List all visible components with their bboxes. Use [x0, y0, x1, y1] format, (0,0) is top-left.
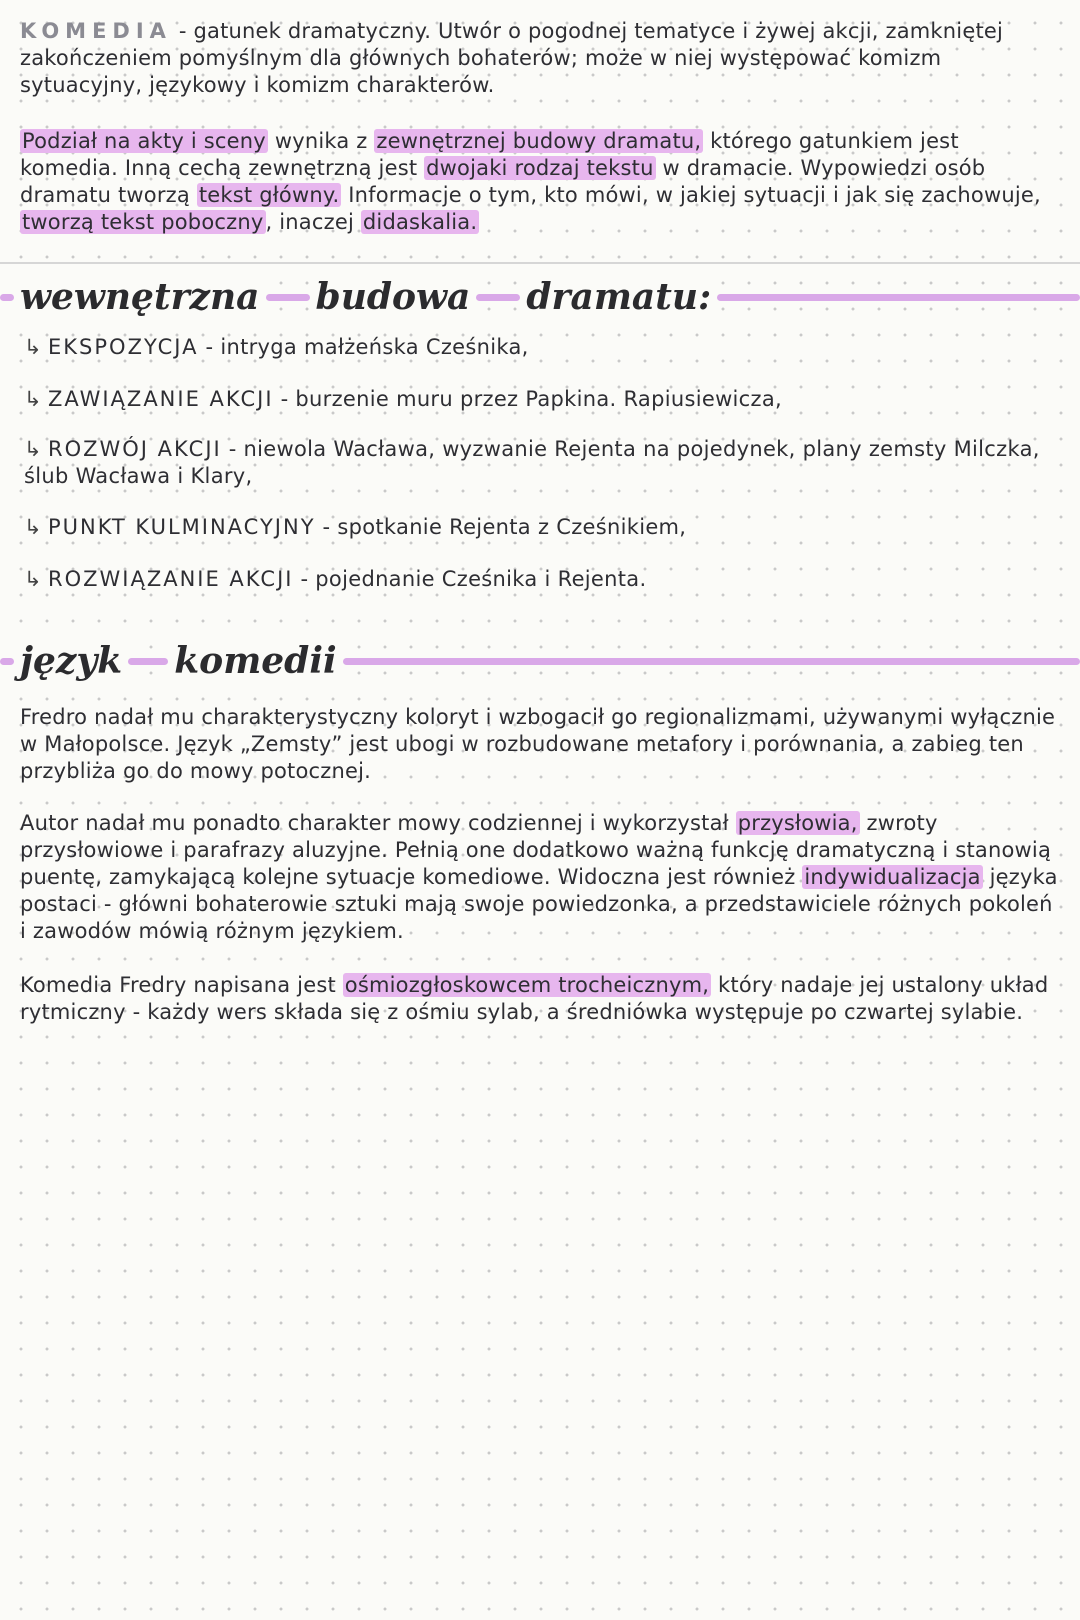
heading-line-left — [0, 294, 14, 301]
lang-p3-text-2: który nadaje jej ustalony układ rytmiczny - każdy wers składa się z ośmiu sylab, a średniówka występuje po czwartej sylabie. — [20, 973, 1049, 1024]
arrow-icon: ↳ — [24, 335, 42, 359]
list-term: ROZWÓJ AKCJI — [48, 437, 222, 461]
list-term: ROZWIĄZANIE AKCJI — [48, 567, 294, 591]
arrow-icon: ↳ — [24, 515, 42, 539]
lang-p2-text-2: zwroty przysłowiowe i parafrazy aluzyjne. Pełnią one dodatkowo ważną funkcję dramatyczną i stanowią puentę, zamykającą kolejne sytuacje komediowe. Widoczna jest również — [20, 811, 1052, 889]
list-term: PUNKT KULMINACYJNY — [48, 515, 316, 539]
heading-language — [0, 636, 1080, 686]
list-desc: - niewola Wacława, wyzwanie Rejenta na pojedynek, plany zemsty Milczka, ślub Wacława i Klary, — [24, 437, 1040, 488]
list-item — [24, 566, 1054, 593]
heading-line-mid-1 — [266, 294, 310, 301]
heading-internal-structure — [0, 272, 1080, 322]
heading-line-left — [0, 658, 14, 665]
arrow-icon: ↳ — [24, 387, 42, 411]
structure-text-5: , inaczej — [265, 210, 361, 234]
highlight-verse: ośmiozgłoskowcem trocheicznym, — [344, 973, 710, 997]
structure-paragraph — [20, 128, 1060, 236]
heading-word-1: wewnętrzna — [14, 276, 266, 318]
section-divider — [0, 262, 1080, 264]
heading-word-2: budowa — [310, 276, 477, 318]
highlight-main-text: tekst główny. — [198, 183, 340, 207]
intro-title: KOMEDIA — [20, 19, 172, 43]
heading-word-2: komedii — [168, 640, 342, 682]
heading-line-mid-2 — [476, 294, 520, 301]
arrow-icon: ↳ — [24, 437, 42, 461]
list-term: ZAWIĄZANIE AKCJI — [48, 387, 274, 411]
highlight-proverbs: przysłowia, — [737, 811, 858, 835]
heading-line-right — [717, 294, 1080, 301]
arrow-icon: ↳ — [24, 567, 42, 591]
structure-text-4: Informacje o tym, kto mówi, w jakiej sytuacji i jak się zachowuje, — [341, 183, 1041, 207]
heading-word-3: dramatu: — [520, 276, 717, 318]
list-item — [24, 334, 1054, 361]
lang-p2-text-3: języka postaci - główni bohaterowie sztuki mają swoje powiedzonka, a przedstawiciele różnych pokoleń i zawodów mówią różnym językiem. — [20, 865, 1058, 943]
list-item — [24, 514, 1054, 541]
highlight-individualization: indywidualizacja — [804, 865, 981, 889]
intro-text: - gatunek dramatyczny. Utwór o pogodnej tematyce i żywej akcji, zamkniętej zakończeniem pomyślnym dla głównych bohaterów; może w niej występować komizm sytuacyjny, językowy i komizm charakterów. — [20, 19, 1004, 97]
heading-line-right — [343, 658, 1080, 665]
heading-line-mid — [128, 658, 168, 665]
lang-p2-text-1: Autor nadał mu ponadto charakter mowy codziennej i wykorzystał — [20, 811, 736, 835]
highlight-side-text: tworzą tekst poboczny — [22, 210, 264, 234]
structure-text-3: w dramacie. Wypowiedzi osób dramatu tworzą — [20, 156, 986, 207]
structure-text-2: którego gatunkiem jest komedia. Inną cechą zewnętrzną jest — [20, 129, 959, 180]
language-paragraph-2 — [20, 810, 1060, 945]
language-paragraph-1: Fredro nadał mu charakterystyczny koloryt i wzbogacił go regionalizmami, używanymi wyłącznie w Małopolsce. Język „Zemsty” jest ubogi w rozbudowane metafory i porównania, a zabieg ten przybliża go do mowy potocznej. — [20, 705, 1056, 783]
list-term: EKSPOZYCJA — [48, 335, 199, 359]
list-item — [24, 436, 1054, 490]
list-item — [24, 386, 1054, 413]
highlight-two-text-types: dwojaki rodzaj tekstu — [426, 156, 654, 180]
highlight-external-structure: zewnętrznej budowy dramatu, — [376, 129, 702, 153]
list-desc: - pojednanie Cześnika i Rejenta. — [300, 567, 647, 591]
list-desc: - spotkanie Rejenta z Cześnikiem, — [322, 515, 687, 539]
list-desc: - intryga małżeńska Cześnika, — [205, 335, 529, 359]
highlight-acts-scenes: Podział na akty i sceny — [22, 129, 266, 153]
intro-paragraph — [20, 18, 1060, 99]
structure-text-1: wynika z — [267, 129, 375, 153]
lang-p3-text-1: Komedia Fredry napisana jest — [20, 973, 343, 997]
highlight-didaskalia: didaskalia. — [362, 210, 478, 234]
heading-word-1: język — [14, 640, 128, 682]
language-paragraph-3 — [20, 972, 1060, 1026]
list-desc: - burzenie muru przez Papkina. Rapiusiewicza, — [280, 387, 782, 411]
